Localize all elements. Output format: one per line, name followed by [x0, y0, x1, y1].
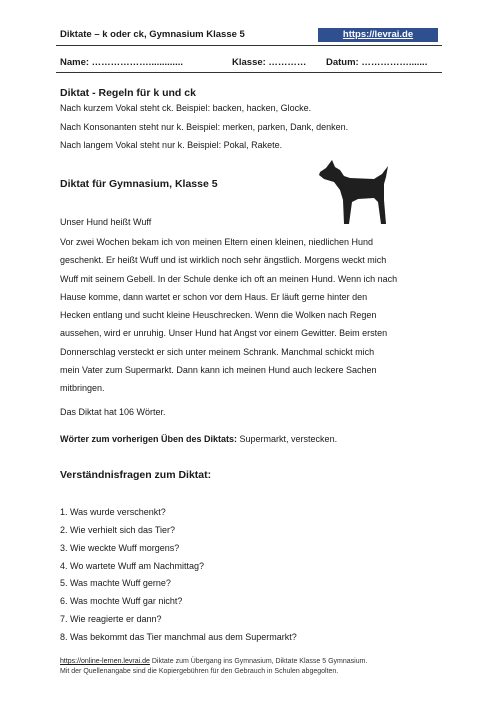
story-line: Hause komme, dann wartet er schon vor dem Haus. Er läuft gerne hinter den	[60, 291, 368, 302]
question-item: 3. Wie weckte Wuff morgens?	[60, 543, 180, 553]
footer-copyright: Mit der Quellenangabe sind die Kopiergebühren für den Gebrauch in Schulen abgegolten.	[60, 668, 339, 675]
questions-heading: Verständnisfragen zum Diktat:	[60, 469, 212, 481]
word-count: Das Diktat hat 106 Wörter.	[60, 407, 166, 417]
header-divider	[56, 45, 442, 46]
rules-heading: Diktat - Regeln für k und ck	[60, 87, 196, 99]
story-title: Unser Hund heißt Wuff	[60, 217, 152, 227]
question-item: 5. Was machte Wuff gerne?	[60, 578, 171, 588]
story-line: Donnerschlag versteckt er sich unter meinem Schrank. Manchmal schickt mich	[60, 346, 375, 357]
story-line: geschenkt. Er heißt Wuff und ist wirklich noch sehr ängstlich. Morgens weckt mich	[60, 255, 387, 266]
practice-words	[60, 430, 430, 448]
footer-text: Diktate zum Übergang ins Gymnasium, Diktate Klasse 5 Gymnasium.	[149, 658, 368, 665]
fields-divider	[56, 72, 442, 73]
klasse-field: Klasse: …………	[232, 57, 307, 68]
datum-field: Datum: …………….......	[326, 57, 428, 68]
story-line: Hecken entlang und sucht kleine Heuschrecken. Wenn die Wolken nach Regen	[60, 310, 377, 321]
story-text	[60, 233, 430, 398]
story-line: mitbringen.	[60, 383, 105, 394]
practice-list: Supermarkt, verstecken.	[237, 434, 338, 444]
footer-link[interactable]: https://online-lernen.levrai.de	[60, 658, 150, 665]
name-field: Name: ……………….............	[60, 57, 183, 68]
diktat-heading: Diktat für Gymnasium, Klasse 5	[60, 178, 218, 190]
rule-line: Nach Konsonanten steht nur k. Beispiel: merken, parken, Dank, denken.	[60, 122, 349, 132]
question-item: 2. Wie verhielt sich das Tier?	[60, 525, 176, 535]
question-item: 6. Was mochte Wuff gar nicht?	[60, 596, 183, 606]
story-line: Wuff mit seinem Gebell. In der Schule denke ich oft an meinen Hund. Wenn ich nach	[60, 273, 398, 284]
story-line: Vor zwei Wochen bekam ich von meinen Eltern einen kleinen, niedlichen Hund	[60, 237, 374, 247]
question-item: 7. Wie reagierte er dann?	[60, 614, 162, 624]
story-line: aussehen, wird er unruhig. Unser Hund hat Angst vor einem Gewitter. Beim ersten	[60, 328, 388, 339]
question-item: 1. Was wurde verschenkt?	[60, 507, 166, 517]
rule-line: Nach langem Vokal steht nur k. Beispiel: Pokal, Rakete.	[60, 140, 283, 150]
rule-line: Nach kurzem Vokal steht ck. Beispiel: backen, hacken, Glocke.	[60, 103, 312, 113]
footer	[60, 657, 367, 677]
document-title: Diktate – k oder ck, Gymnasium Klasse 5	[60, 29, 245, 40]
website-link[interactable]: https://levrai.de	[318, 28, 438, 42]
question-item: 8. Was bekommt das Tier manchmal aus dem Supermarkt?	[60, 632, 297, 642]
practice-label: Wörter zum vorherigen Üben des Diktats:	[60, 434, 238, 444]
question-item: 4. Wo wartete Wuff am Nachmittag?	[60, 561, 205, 571]
story-line: mein Vater zum Supermarkt. Dann kann ich meinen Hund auch leckere Sachen	[60, 365, 377, 376]
